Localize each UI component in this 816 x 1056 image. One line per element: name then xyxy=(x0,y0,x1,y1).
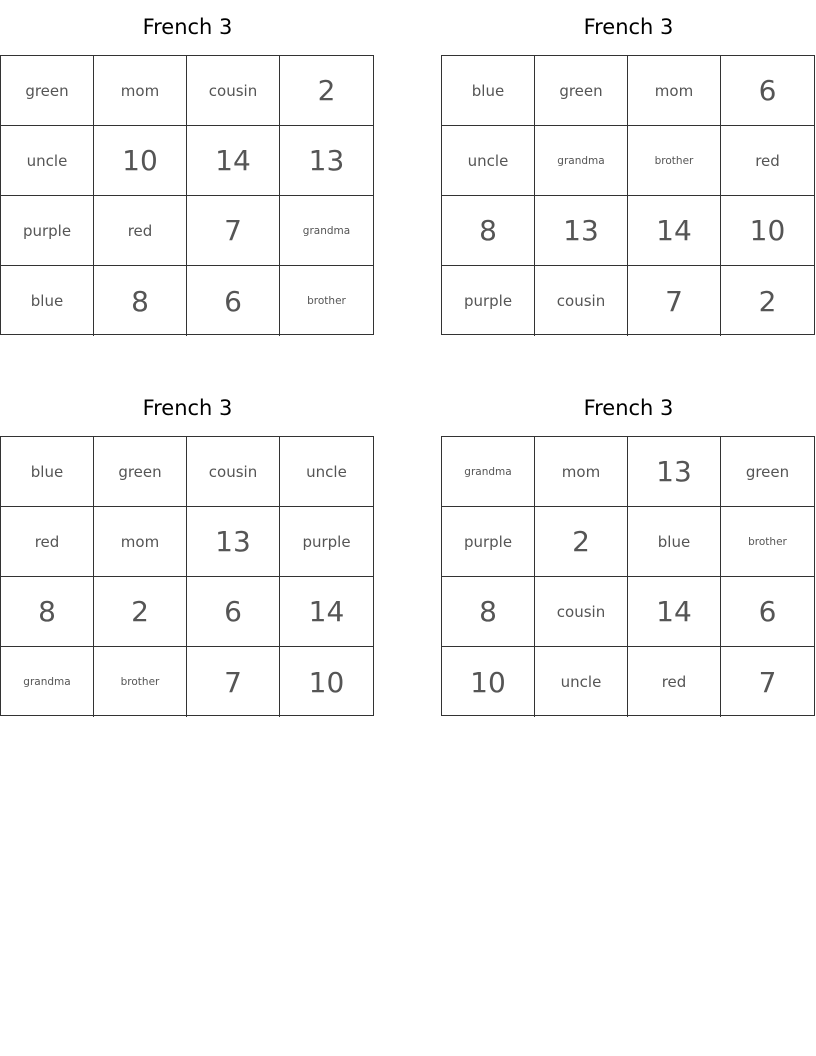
bingo-cell: 7 xyxy=(758,665,777,699)
bingo-cell: 13 xyxy=(280,126,373,196)
bingo-cell: 8 xyxy=(442,196,535,266)
bingo-cell: brother xyxy=(94,647,187,717)
bingo-cell: 8 xyxy=(442,577,535,647)
card-title: French 3 xyxy=(583,396,674,420)
bingo-cell: mom xyxy=(628,56,721,126)
bingo-cell: red xyxy=(94,196,187,266)
bingo-card-4 xyxy=(441,393,816,716)
bingo-cell: uncle xyxy=(442,126,535,196)
card-title: French 3 xyxy=(142,15,233,39)
bingo-cell: purple xyxy=(442,507,535,577)
bingo-cell: 6 xyxy=(721,577,814,647)
bingo-grid xyxy=(0,55,374,335)
bingo-cell: blue xyxy=(1,266,94,336)
bingo-cell: mom xyxy=(94,507,187,577)
bingo-cell: 2 xyxy=(94,577,187,647)
bingo-cell: 8 xyxy=(1,577,94,647)
bingo-card-2 xyxy=(441,12,816,335)
bingo-cell: purple xyxy=(280,507,373,577)
bingo-cell: red xyxy=(1,507,94,577)
bingo-cell: 14 xyxy=(280,577,373,647)
bingo-cell: 13 xyxy=(187,507,280,577)
bingo-cell: 2 xyxy=(758,284,777,318)
bingo-cell: cousin xyxy=(535,577,628,647)
bingo-cell: purple xyxy=(1,196,94,266)
bingo-cell: 8 xyxy=(94,266,187,336)
bingo-cell: 13 xyxy=(535,196,628,266)
bingo-grid xyxy=(441,55,815,335)
bingo-cell: mom xyxy=(94,56,187,126)
bingo-grid xyxy=(441,436,815,716)
bingo-cell: uncle xyxy=(535,647,628,717)
bingo-card-3 xyxy=(0,393,375,716)
bingo-cell: purple xyxy=(442,266,535,336)
bingo-cell: cousin xyxy=(187,437,280,507)
bingo-cell: green xyxy=(94,437,187,507)
bingo-cell: blue xyxy=(628,507,721,577)
bingo-cell: 14 xyxy=(628,577,721,647)
bingo-cell: blue xyxy=(442,56,535,126)
bingo-cell: 6 xyxy=(187,577,280,647)
bingo-cell: grandma xyxy=(535,126,628,196)
bingo-card-1 xyxy=(0,12,375,335)
bingo-cell: 7 xyxy=(628,266,721,336)
bingo-cell: 7 xyxy=(187,647,280,717)
bingo-cell: red xyxy=(628,647,721,717)
bingo-cell: mom xyxy=(535,437,628,507)
bingo-cell: grandma xyxy=(1,647,94,717)
bingo-cell: 10 xyxy=(442,647,535,717)
bingo-grid xyxy=(0,436,374,716)
bingo-cell: 13 xyxy=(628,437,721,507)
bingo-cell: uncle xyxy=(1,126,94,196)
bingo-cell: brother xyxy=(628,126,721,196)
bingo-cell: 10 xyxy=(721,196,814,266)
bingo-cell: 14 xyxy=(187,126,280,196)
bingo-cell: green xyxy=(535,56,628,126)
bingo-cell: brother xyxy=(307,295,346,307)
bingo-cell: cousin xyxy=(535,266,628,336)
bingo-cell: 14 xyxy=(628,196,721,266)
bingo-cell: blue xyxy=(1,437,94,507)
bingo-cell: grandma xyxy=(442,437,535,507)
card-title: French 3 xyxy=(142,396,233,420)
bingo-cell: green xyxy=(1,56,94,126)
bingo-cell: 6 xyxy=(721,56,814,126)
bingo-cell: 7 xyxy=(187,196,280,266)
bingo-cell: cousin xyxy=(187,56,280,126)
bingo-cell: red xyxy=(721,126,814,196)
bingo-cell: 2 xyxy=(535,507,628,577)
bingo-cell: grandma xyxy=(280,196,373,266)
bingo-cell: 2 xyxy=(280,56,373,126)
bingo-cell: 10 xyxy=(94,126,187,196)
bingo-cell: uncle xyxy=(280,437,373,507)
bingo-cell: green xyxy=(721,437,814,507)
bingo-cell: 6 xyxy=(187,266,280,336)
card-title: French 3 xyxy=(583,15,674,39)
bingo-cell: brother xyxy=(721,507,814,577)
bingo-cell: 10 xyxy=(308,665,345,699)
